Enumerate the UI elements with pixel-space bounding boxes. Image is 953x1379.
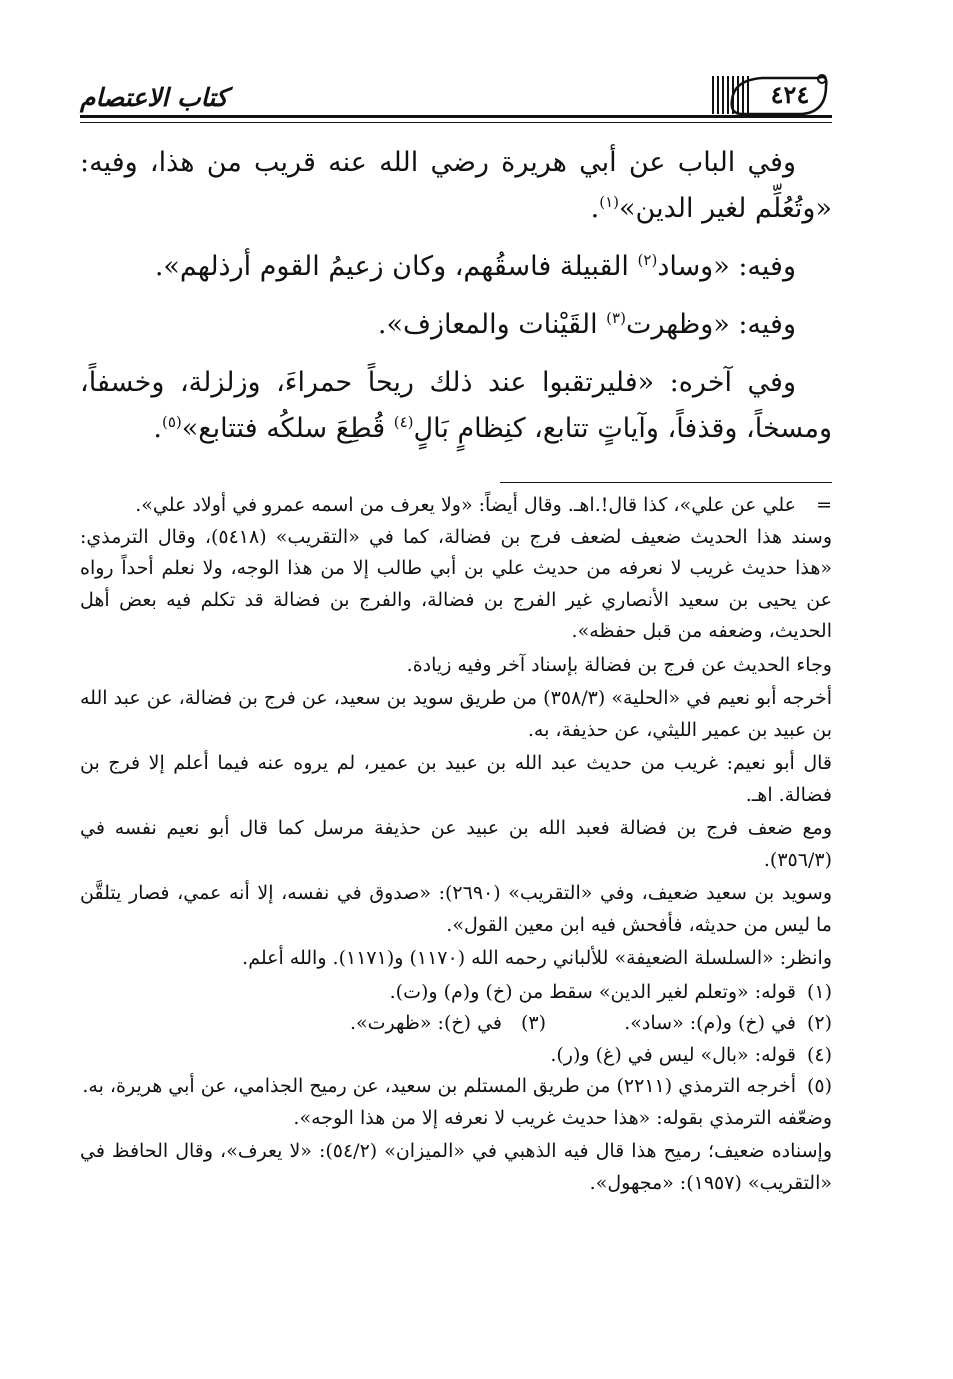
footnote-ref[interactable]: (١) [599,193,620,211]
footnote-number: (٣) [520,1012,546,1034]
footnote-number: (٢) [806,1012,832,1034]
continuation-mark: = [816,494,832,516]
footnote-4: (٤) قوله: «بال» ليس في (غ) و(ر). [80,1040,832,1072]
footnote-ref[interactable]: (٣) [606,309,626,327]
footnote-5: (٥) أخرجه الترمذي (٢٢١١) من طريق المستلم بن سعيد، عن رميح الجذامي، عن أبي هريرة، به. [80,1071,832,1103]
footnote-divider [500,482,832,483]
footnote-number: (١) [806,980,832,1003]
footnote-line: وسند هذا الحديث ضعيف لضعف فرج بن فضالة، كما في «التقريب» (٥٤١٨)، وقال الترمذي: «هذا حديث غريب لا نعرفه من حديث علي بن أبي طالب إلا من هذا الوجه، ولا نعلم أحداً رواه عن يحيى بن سعيد الأنصاري غير الفرج بن فضالة، والفرج بن فضالة قد تكلم فيه بعض أهل الحديث، وضعفه من قبل حفظه». [80,525,832,642]
book-title: كتاب الاعتصام [80,83,228,112]
main-paragraph: وفيه: «وساد$^{(٢)}$ القبيلة فاسقُهم، وكان زعيمُ القوم أرذلهم». [154,251,796,282]
main-paragraph: وفي آخره: «فليرتقبوا عند ذلك ريحاً حمراءَ، وزلزلة، وخسفاً، ومسخاً، وقذفاً، وآياتٍ تتابع، كنِظامٍ بَالٍ$^{(٤)}$ قُطِعَ سلكُه فتتابع»$^{(٥)}$. [80,367,832,444]
footnote-line: وإسناده ضعيف؛ رميح هذا قال فيه الذهبي في «الميزان» (٥٤/٢): «لا يعرف»، وقال الحافظ في «التقريب» (١٩٥٧): «مجهول». [80,1140,833,1194]
footnote-line: وسويد بن سعيد ضعيف، وفي «التقريب» (٢٦٩٠): «صدوق في نفسه، إلا أنه عمي، فصار يتلقَّن ما ليس من حديثه، فأفحش فيه ابن معين القول». [80,882,832,936]
main-text [80,140,832,464]
page-header [80,70,832,118]
footnote-ref[interactable]: (٤) [393,413,414,431]
footnote-line: ومع ضعف فرج بن فضالة فعبد الله بن عبيد عن حذيفة مرسل كما قال أبو نعيم نفسه في (٣٥٦/٣). [80,817,832,871]
footnote-1: (١) قوله: «وتعلم لغير الدين» سقط من (خ) و(م) و(ت). [80,977,832,1009]
footnotes [80,490,832,1201]
footnote-ref[interactable]: (٢) [637,251,658,269]
footnote-line: وانظر: «السلسلة الضعيفة» للألباني رحمه الله (١١٧٠) و(١١٧١). والله أعلم. [242,947,832,969]
page-number: ٤٢٤ [770,80,810,109]
main-paragraph: وفي الباب عن أبي هريرة رضي الله عنه قريب من هذا، وفيه: «وتُعُلِّم لغير الدين»$^{(١)}$. [80,147,832,224]
header-rule-thin [80,122,832,123]
footnote-number: (٥) [806,1075,832,1097]
footnote-ref[interactable]: (٥) [162,413,182,431]
header-rule [80,115,832,118]
footnote-line: وضعّفه الترمذي بقوله: «هذا حديث غريب لا نعرفه إلا من هذا الوجه». [293,1106,832,1129]
footnote-2-3: (٢) في (خ) و(م): «ساد». (٣) في (خ): «ظهرت». [80,1008,832,1040]
footnote-line: وجاء الحديث عن فرج بن فضالة بإسناد آخر وفيه زيادة. [406,653,832,676]
footnote-continuation: = علي عن علي»، كذا قال!.اهـ. وقال أيضاً: «ولا يعرف من اسمه عمرو في أولاد علي». [80,490,832,522]
main-paragraph: وفيه: «وظهرت$^{(٣)}$ القَيْنات والمعازف». [377,309,796,340]
footnote-number: (٤) [806,1043,832,1066]
footnote-line: قال أبو نعيم: غريب من حديث عبد الله بن عبيد بن عمير، لم يروه عنه فيما أعلم إلا فرج بن فضالة. اهـ. [80,752,832,806]
footnote-line: أخرجه أبو نعيم في «الحلية» (٣٥٨/٣) من طريق سويد بن سعيد، عن فرج بن فضالة، عن عبد الله بن عبيد بن عمير الليثي، عن حذيفة، به. [80,687,832,741]
